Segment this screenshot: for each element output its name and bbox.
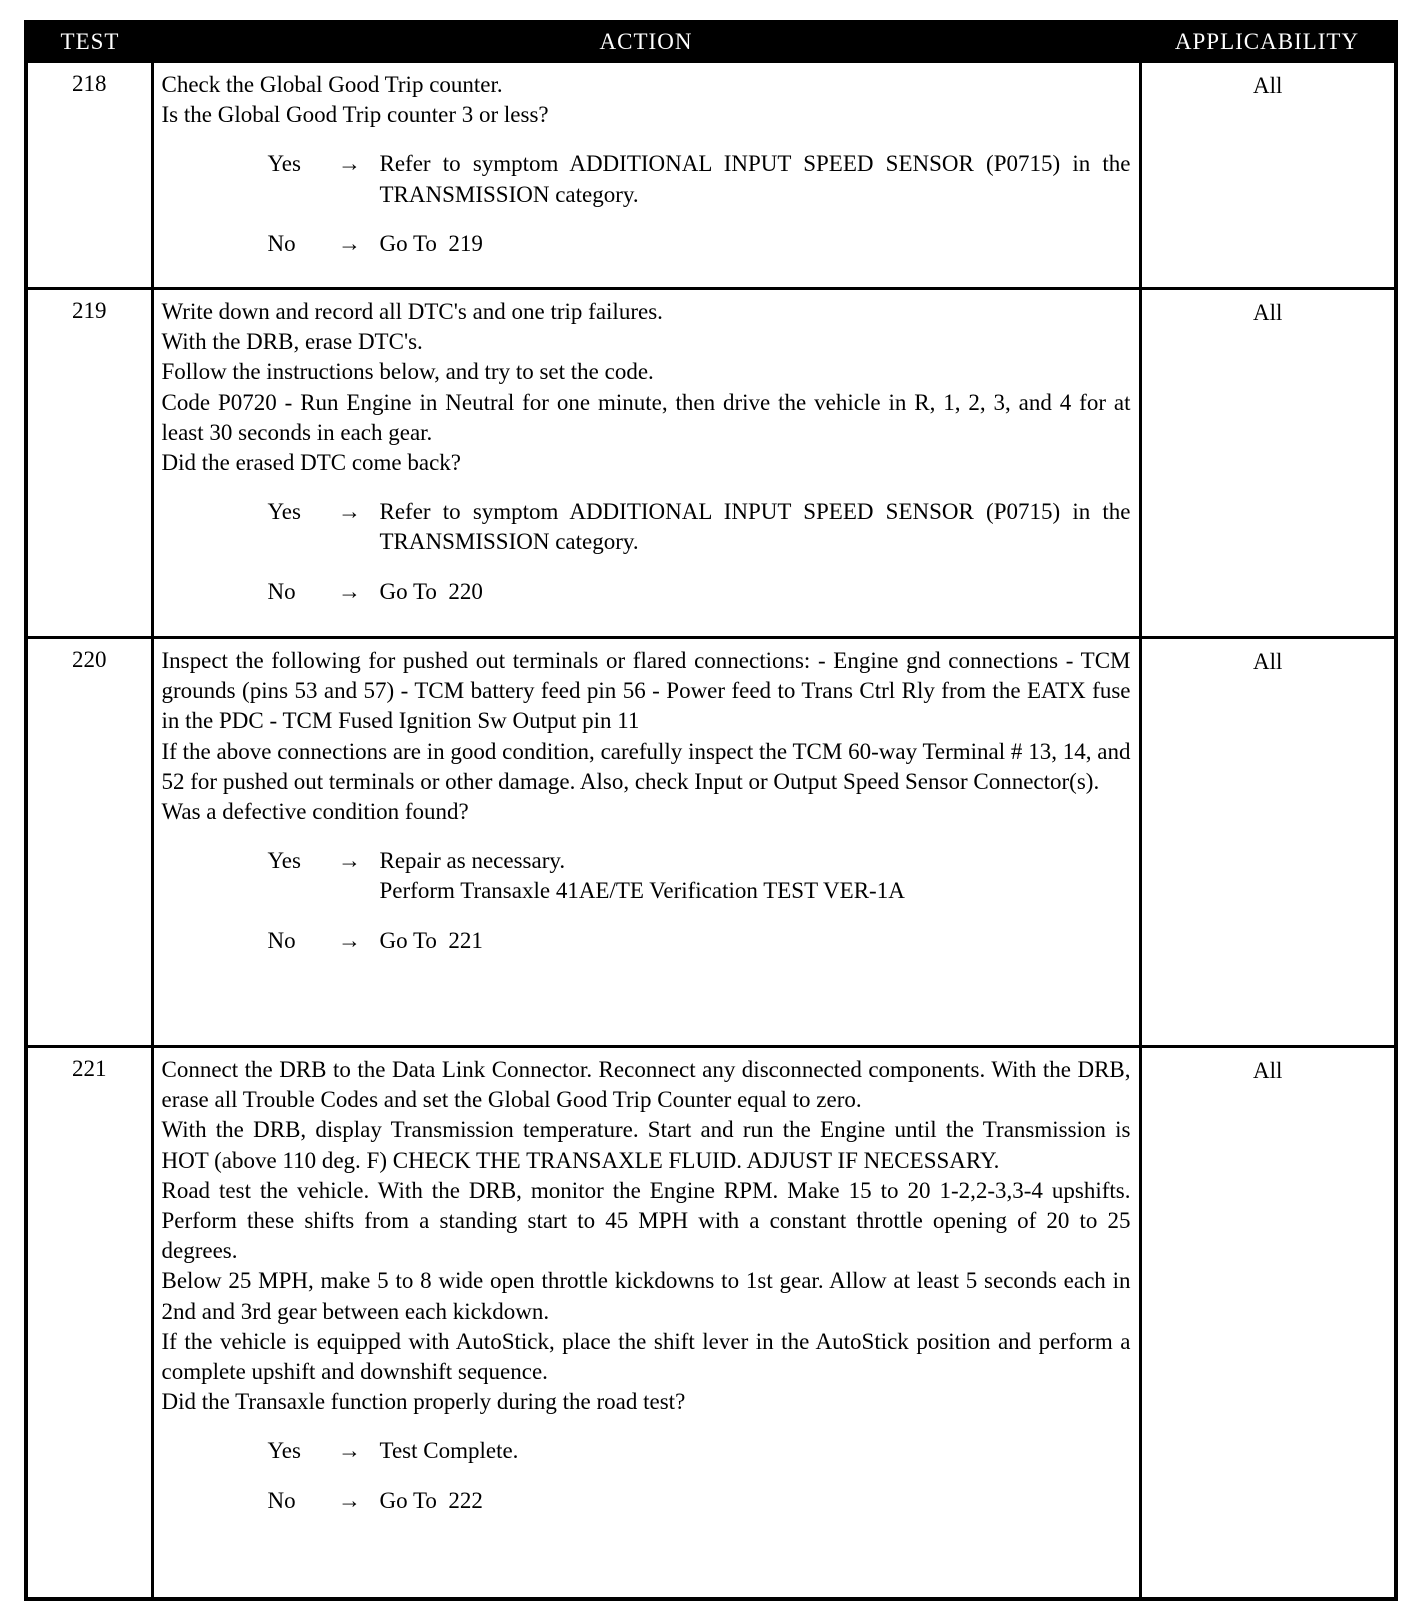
action-cell — [152, 638, 1140, 1047]
yes-text: Refer to symptom ADDITIONAL INPUT SPEED SENSOR (P0715) in the TRANSMISSION category. — [379, 151, 1131, 207]
table-row — [26, 62, 1396, 289]
action-line: If the above connections are in good condition, carefully inspect the TCM 60-way Terminal # 13, 14, and 52 for pushed out terminals or other damage. Also, check Input or Output Speed Sensor Connector(s). — [161, 738, 1131, 794]
header-test: TEST — [26, 22, 152, 62]
action-line: Did the erased DTC come back? — [161, 450, 462, 476]
action-line: With the DRB, erase DTC's. — [161, 329, 423, 355]
yes-text-block — [380, 846, 1131, 906]
action-line: Check the Global Good Trip counter. — [161, 72, 503, 97]
action-line: Was a defective condition found? — [161, 799, 469, 825]
action-cell — [152, 62, 1140, 289]
arrow-right-icon: → — [338, 578, 361, 604]
table-header-row — [26, 22, 1396, 62]
no-text: Go To 221 — [379, 927, 483, 953]
no-response — [268, 577, 1131, 607]
no-response — [268, 926, 1131, 956]
diagnostic-test-table — [24, 20, 1398, 1601]
diagnostic-procedure-page — [24, 20, 1394, 1601]
action-line: Connect the DRB to the Data Link Connector. Reconnect any disconnected components. With the DRB, erase all Trouble Codes and set the Global Good Trip Counter equal to zero. — [161, 1057, 1131, 1113]
no-response — [268, 1486, 1131, 1516]
yes-label: Yes — [267, 499, 301, 525]
no-label: No — [267, 578, 296, 604]
arrow-right-icon: → — [338, 848, 361, 874]
no-text: Go To 220 — [379, 578, 483, 604]
table-row — [26, 638, 1396, 1047]
test-number: 218 — [26, 62, 152, 289]
yes-response — [268, 846, 1131, 906]
yes-response — [268, 149, 1131, 209]
no-label: No — [267, 927, 296, 953]
test-number: 221 — [26, 1047, 152, 1600]
action-line: Write down and record all DTC's and one trip failures. — [161, 299, 663, 324]
arrow-right-icon: → — [338, 1438, 361, 1464]
table-row — [26, 289, 1396, 638]
action-line: If the vehicle is equipped with AutoStick, place the shift lever in the AutoStick position and perform a complete upshift and downshift sequence. — [161, 1328, 1131, 1385]
action-line: Did the Transaxle function properly during the road test? — [161, 1389, 686, 1415]
no-response — [268, 229, 1131, 259]
action-line: Code P0720 - Run Engine in Neutral for one minute, then drive the vehicle in R, 1, 2, 3, and 4 for at least 30 seconds in each gear. — [161, 389, 1131, 445]
action-line: Below 25 MPH, make 5 to 8 wide open throttle kickdowns to 1st gear. Allow at least 5 seconds each in 2nd and 3rd gear between each kickdown. — [161, 1268, 1131, 1324]
yes-text: Refer to symptom ADDITIONAL INPUT SPEED SENSOR (P0715) in the TRANSMISSION category. — [379, 499, 1131, 555]
test-number: 220 — [26, 638, 152, 1047]
arrow-right-icon: → — [338, 230, 361, 256]
no-label: No — [267, 1487, 296, 1513]
action-line: With the DRB, display Transmission temperature. Start and run the Engine until the Transmission is HOT (above 110 deg. F) CHECK THE TRANSAXLE FLUID. ADJUST IF NECESSARY. — [161, 1117, 1131, 1173]
applicability-value: All — [1140, 638, 1396, 1047]
applicability-value: All — [1140, 1047, 1396, 1600]
yes-text: Repair as necessary. — [379, 848, 566, 874]
yes-label: Yes — [267, 1438, 301, 1464]
action-line: Inspect the following for pushed out terminals or flared connections: - Engine gnd connections - TCM grounds (pins 53 and 57) - TCM battery feed pin 56 - Power feed to Trans Ctrl Rly from the EATX fuse in the PDC - TCM Fused Ignition Sw Output pin 11 — [161, 648, 1131, 734]
table-row — [26, 1047, 1396, 1600]
yes-label: Yes — [267, 151, 301, 177]
no-text: Go To 219 — [379, 230, 483, 256]
yes-label: Yes — [267, 848, 301, 874]
arrow-right-icon: → — [338, 499, 361, 525]
applicability-value: All — [1140, 62, 1396, 289]
action-line: Follow the instructions below, and try to set the code. — [161, 359, 654, 385]
header-action: ACTION — [152, 22, 1140, 62]
action-cell — [152, 289, 1140, 638]
arrow-right-icon: → — [338, 1487, 361, 1513]
no-text: Go To 222 — [379, 1487, 483, 1513]
arrow-right-icon: → — [338, 927, 361, 953]
applicability-value: All — [1140, 289, 1396, 638]
yes-text: Test Complete. — [379, 1438, 519, 1464]
yes-text-secondary: Perform Transaxle 41AE/TE Verification TEST VER-1A — [379, 878, 905, 904]
no-label: No — [267, 230, 296, 256]
test-number: 219 — [26, 289, 152, 638]
action-line: Road test the vehicle. With the DRB, monitor the Engine RPM. Make 15 to 20 1-2,2-3,3-4 upshifts. Perform these shifts from a standing start to 45 MPH with a constant throttle opening of 20 to 25 degrees. — [161, 1177, 1131, 1264]
yes-response — [268, 1436, 1131, 1466]
arrow-right-icon: → — [338, 151, 361, 177]
header-applicability: APPLICABILITY — [1140, 22, 1396, 62]
action-line: Is the Global Good Trip counter 3 or less? — [161, 102, 549, 128]
yes-response — [268, 497, 1131, 557]
action-cell — [152, 1047, 1140, 1600]
